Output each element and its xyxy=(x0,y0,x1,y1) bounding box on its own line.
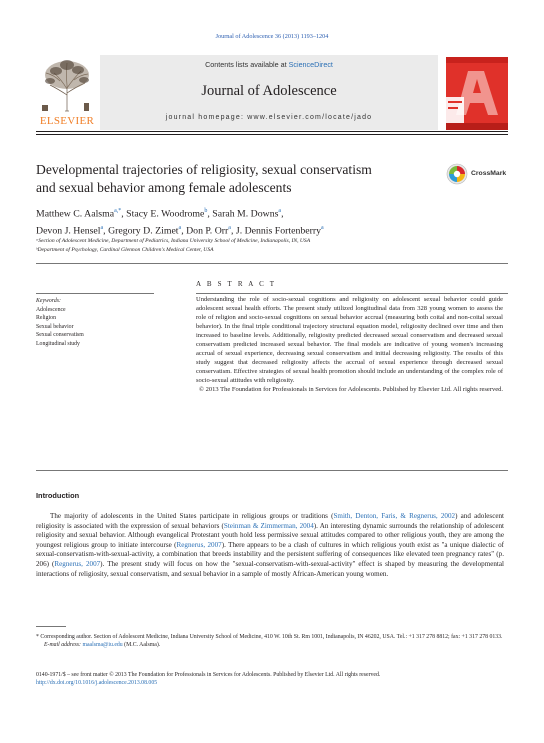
elsevier-tree-icon xyxy=(36,55,98,113)
introduction-heading: Introduction xyxy=(36,491,80,500)
email-link[interactable]: maalsma@iu.edu xyxy=(82,642,123,649)
issn-block xyxy=(36,671,506,687)
crossmark-label: CrossMark xyxy=(471,170,507,177)
citation-link[interactable]: Regnerus, 2007 xyxy=(176,540,222,549)
abstract-body: Understanding the role of socio-sexual cognitions and religiosity on adolescent sexual behavior could guide adolescent sexual health efforts. The present study utilized longitudinal data from 328 young women to assess the role of religion and socio-sexual cognitions on sexual behavior accrual (measuring both coital and non-coital sexual behavior). In the final triple conditional trajectory structural equation model, religiosity declined over time and then increased to baseline levels. Additionally, religiosity predicted decreased sexual conservatism and decreased sexual conservatism predicted increased sexual behavior. The final models are indicative of young women's increasing accrual of sexual experience, decreasing sexual conservatism and initial decreasing religiosity. The results of this study suggest that decreased religiosity affects the accrual of sexual experience through decreased sexual conservatism. Effective strategies of sexual health promotion should include an understanding of the complex role of socio-sexual attitudes with religiosity. xyxy=(196,296,503,384)
keyword: Longitudinal study xyxy=(36,340,80,347)
author-affiliation-mark[interactable]: a xyxy=(100,225,104,232)
affiliation-rule xyxy=(36,263,508,264)
keywords-label: Keywords: xyxy=(36,298,61,304)
journal-cover-thumbnail xyxy=(446,57,508,130)
title-line-2: and sexual behavior among female adolescents xyxy=(36,180,292,195)
banner-rule-thin xyxy=(36,134,508,135)
author[interactable]: Matthew C. Aalsma xyxy=(36,208,115,220)
author-separator: , xyxy=(181,225,187,237)
footnote-address: * Corresponding author. Section of Adolescent Medicine, Indiana University School of Medicine, 410 W. 10th St. Rm 1001, Indianapolis, IN 46202, USA. Tel.: +1 317 278 8812; fax: +1 317 278 0133. xyxy=(36,634,503,640)
contents-available xyxy=(100,60,438,69)
abstract-text xyxy=(196,296,503,394)
authors-line-2 xyxy=(36,221,506,238)
affiliation-b: ᵇDepartment of Psychology, Cardinal Glennon Children's Medical Center, USA xyxy=(36,247,214,253)
author-list xyxy=(36,204,506,239)
intro-text: The majority of adolescents in the United States participate in religious groups or traditions ( xyxy=(50,512,334,520)
abstract-heading: A B S T R A C T xyxy=(196,280,277,288)
author[interactable]: Gregory D. Zimet xyxy=(108,225,179,237)
corresponding-author-footnote xyxy=(36,633,506,650)
doi-link[interactable]: http://dx.doi.org/10.1016/j.adolescence.2013.08.005 xyxy=(36,680,158,687)
author-affiliation-mark[interactable]: a xyxy=(178,225,182,232)
citation-link[interactable]: Smith, Denton, Faris, & Regnerus, 2002 xyxy=(333,512,456,520)
title-line-1: Developmental trajectories of religiosity, sexual conservatism xyxy=(36,162,372,177)
footnote-rule xyxy=(36,626,66,627)
author-separator: , xyxy=(281,208,284,220)
keywords-block xyxy=(36,297,156,349)
journal-name: Journal of Adolescence xyxy=(201,83,337,99)
intro-text: ). The present study will focus on how the "sexual-conservatism-with-sexual-activity" effect is shaped by measuring the developmental interactions of religiosity, sexual conservatism, and sexual behavior in a sample of mostly African-American young women. xyxy=(36,559,505,578)
author[interactable]: Stacy E. Woodrome xyxy=(126,208,205,220)
crossmark-icon xyxy=(446,163,468,185)
banner-rule xyxy=(36,131,508,132)
keyword: Adolescence xyxy=(36,306,66,313)
author-separator: , xyxy=(121,208,127,220)
citation-link[interactable]: Regnerus, 2007 xyxy=(54,559,101,568)
authors-line-1 xyxy=(36,204,506,221)
intro-text: ). There appears to be a clash of cultures in which religious youth exist as "a unique dialectic of sexual-conservatism-with-sexual-activity, a combination that breeds instability and the persistent suffering of consequences like elevated teen pregnancy rates" (p. 206) ( xyxy=(36,540,504,568)
crossmark-badge[interactable] xyxy=(446,163,510,185)
sciencedirect-link[interactable]: ScienceDirect xyxy=(288,60,333,69)
author-affiliation-mark[interactable]: a xyxy=(321,225,324,232)
author[interactable]: Devon J. Hensel xyxy=(36,225,101,237)
keyword: Sexual conservatism xyxy=(36,332,84,339)
author-affiliation-mark[interactable]: a xyxy=(278,208,282,214)
keywords-rule xyxy=(36,293,154,294)
elsevier-logo xyxy=(36,55,98,130)
journal-reference[interactable]: Journal of Adolescence 36 (2013) 1193–1204 xyxy=(215,33,329,40)
abstract-bottom-rule xyxy=(36,470,508,471)
author-affiliation-mark[interactable]: b xyxy=(204,208,208,214)
intro-text: ). An interesting dynamic surrounds the relationship of adolescent religiosity and sexual behavior. Although evangelical Protestant youth hold less permissive sexual attitudes compared to other religious youth, they are among the youngest religious group to initiate intercourse ( xyxy=(36,521,504,549)
affiliation-a: ᵃSection of Adolescent Medicine, Department of Pediatrics, Indiana University School of Medicine, Indianapolis, IN, USA xyxy=(36,238,311,244)
author-separator: , xyxy=(230,225,236,237)
abstract-rule xyxy=(196,293,508,294)
abstract-copyright: © 2013 The Foundation for Professionals in Services for Adolescents. Published by Elsevier Ltd. All rights reserved. xyxy=(199,385,503,393)
cover-artwork-icon xyxy=(446,57,508,130)
introduction-paragraph xyxy=(36,512,504,579)
author[interactable]: Don P. Orr xyxy=(186,225,229,237)
footnote-email-line xyxy=(36,641,506,649)
author[interactable]: Sarah M. Downs xyxy=(212,208,279,220)
contents-prefix: Contents lists available at xyxy=(205,60,289,69)
journal-homepage[interactable]: journal homepage: www.elsevier.com/locate/jado xyxy=(165,114,373,121)
author[interactable]: J. Dennis Fortenberry xyxy=(235,225,322,237)
email-suffix: (M.C. Aalsma). xyxy=(124,642,161,649)
author-separator: , xyxy=(207,208,213,220)
journal-banner xyxy=(36,55,508,130)
banner-center xyxy=(100,55,438,130)
issn-line: 0140-1971/$ – see front matter © 2013 The Foundation for Professionals in Services for Adolescents. Published by Elsevier Ltd. All rights reserved. xyxy=(36,672,381,678)
author-separator: , xyxy=(103,225,109,237)
article-title xyxy=(36,161,436,197)
author-affiliation-mark[interactable]: a xyxy=(228,225,231,232)
author-affiliation-mark[interactable]: a,* xyxy=(114,208,122,214)
email-label: E-mail address: xyxy=(44,642,81,649)
keyword: Religion xyxy=(36,315,56,322)
keyword: Sexual behavior xyxy=(36,323,74,330)
intro-text: ) and adolescent religiosity is associated with the expression of sexual behaviors ( xyxy=(36,512,505,530)
elsevier-wordmark: ELSEVIER xyxy=(39,115,95,127)
citation-link[interactable]: Steinman & Zimmerman, 2004 xyxy=(223,521,314,530)
